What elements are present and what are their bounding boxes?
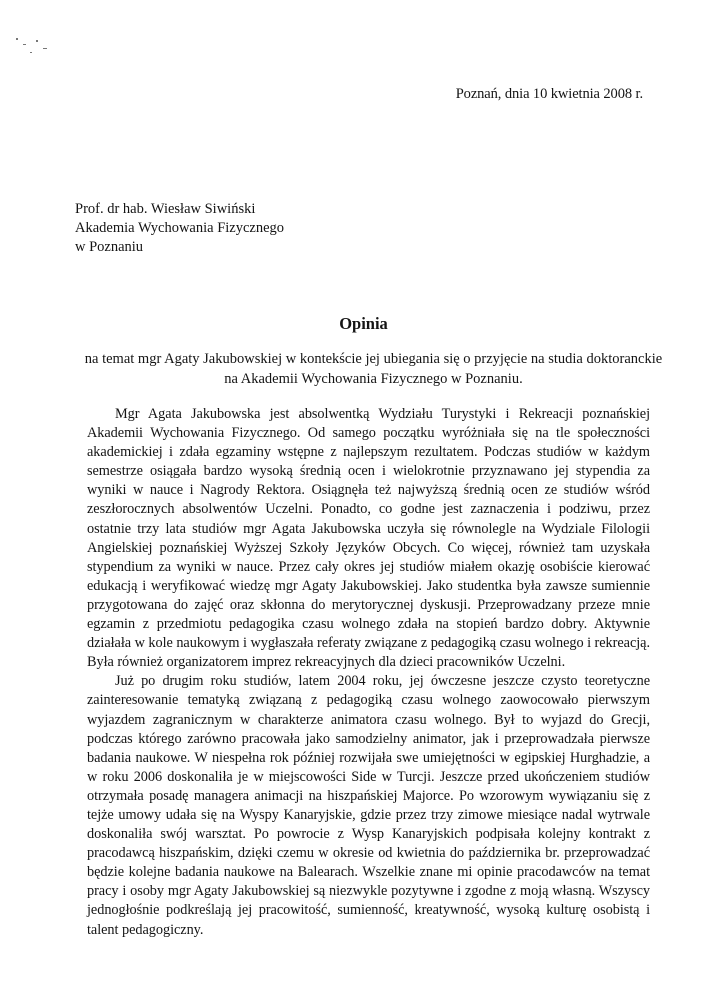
body-paragraph-2: Już po drugim roku studiów, latem 2004 roku, jej ówczesne jeszcze czysto teoretyczne zainteresowanie tematyką związaną z pedagogiką czasu wolnego zaowocowało pierwszym wyjazdem zagranicznym w charakterze animatora czasu wolnego. Był to wyjazd do Grecji, podczas którego zarówno pracowała jako samodzielny animator, jak i przeprowadzała pierwsze badania naukowe. W niespełna rok później rozwijała swe umiejętności w egipskiej Hurghadzie, a w roku 2006 doskonaliła je w miejscowości Side w Turcji. Jeszcze przed ukończeniem studiów otrzymała posadę managera animacji na hiszpańskiej Majorce. Po wzorowym wywiązaniu się z tejże umowy udała się na Wyspy Kanaryjskie, gdzie przez trzy zimowe miesiące nadal wytrwale doskonaliła swój warsztat. Po powrocie z Wysp Kanaryjskich podpisała kolejny kontrakt z pracodawcą hiszpańskim, dzięki czemu w okresie od kwietnia do października br. przeprowadzać będzie kolejne badania naukowe na Balearach. Wszelkie znane mi opinie pracodawców na temat pracy i osoby mgr Agaty Jakubowskiej są niezwykle pozytywne i zgodne z moją własną. Wszyscy jednogłośnie podkreślają jej pracowitość, sumienność, kreatywność, wysoką kulturę osobistą i talent pedagogiczny.: [87, 673, 650, 938]
recipient-city: w Poznaniu: [75, 239, 144, 255]
body-paragraph-1: Mgr Agata Jakubowska jest absolwentką Wydziału Turystyki i Rekreacji poznańskiej Akademii Wychowania Fizycznego. Od samego początku wyróżniała się na tle społeczności akademickiej i zdała egzaminy wstępne z najlepszym rezultatem. Podczas studiów w każdym semestrze osiągała bardzo wysoką średnią ocen i wielokrotnie przyznawano jej stypendia za wyniki w nauce i Nagrody Rektora. Osiągnęła też najwyższą średnią ocen ze studiów wśród zeszłorocznych absolwentów Uczelni. Ponadto, co godne jest zaznaczenia i podziwu, przez ostatnie trzy lata studiów mgr Agata Jakubowska uczyła się równolegle na Wydziale Filologii Angielskiej poznańskiej Wyższej Szkoły Języków Obcych. Co więcej, również tam uzyskała stypendium za wyniki w nauce. Przez cały okres jej studiów miałem okazję osobiście kierować edukacją i weryfikować wiedzę mgr Agaty Jakubowskiej. Jako studentka była zawsze sumiennie przygotowana do zajęć oraz skłonna do merytorycznej dyskusji. Przeprowadzany przeze mnie egzamin z przedmiotu pedagogika czasu wolnego zdała na stopień bardzo dobry. Aktywnie działała w kole naukowym i wygłaszała referaty związane z pedagogiką czasu wolnego i rekreacją. Była również organizatorem imprez rekreacyjnych dla dzieci pracowników Uczelni.: [87, 406, 650, 671]
recipient-address: [75, 200, 284, 257]
letter-body: [87, 405, 650, 940]
subject-line-1: na temat mgr Agaty Jakubowskiej w kontekście jej ubiegania się o przyjęcie na studia doktoranckie: [84, 351, 663, 367]
recipient-name: Prof. dr hab. Wiesław Siwiński: [75, 201, 256, 217]
document-title: Opinia: [339, 314, 388, 333]
subject-line-2: na Akademii Wychowania Fizycznego w Poznaniu.: [224, 371, 523, 387]
subject-block: [60, 349, 687, 389]
recipient-institution: Akademia Wychowania Fizycznego: [75, 220, 285, 236]
date-line: Poznań, dnia 10 kwietnia 2008 r.: [455, 86, 643, 102]
